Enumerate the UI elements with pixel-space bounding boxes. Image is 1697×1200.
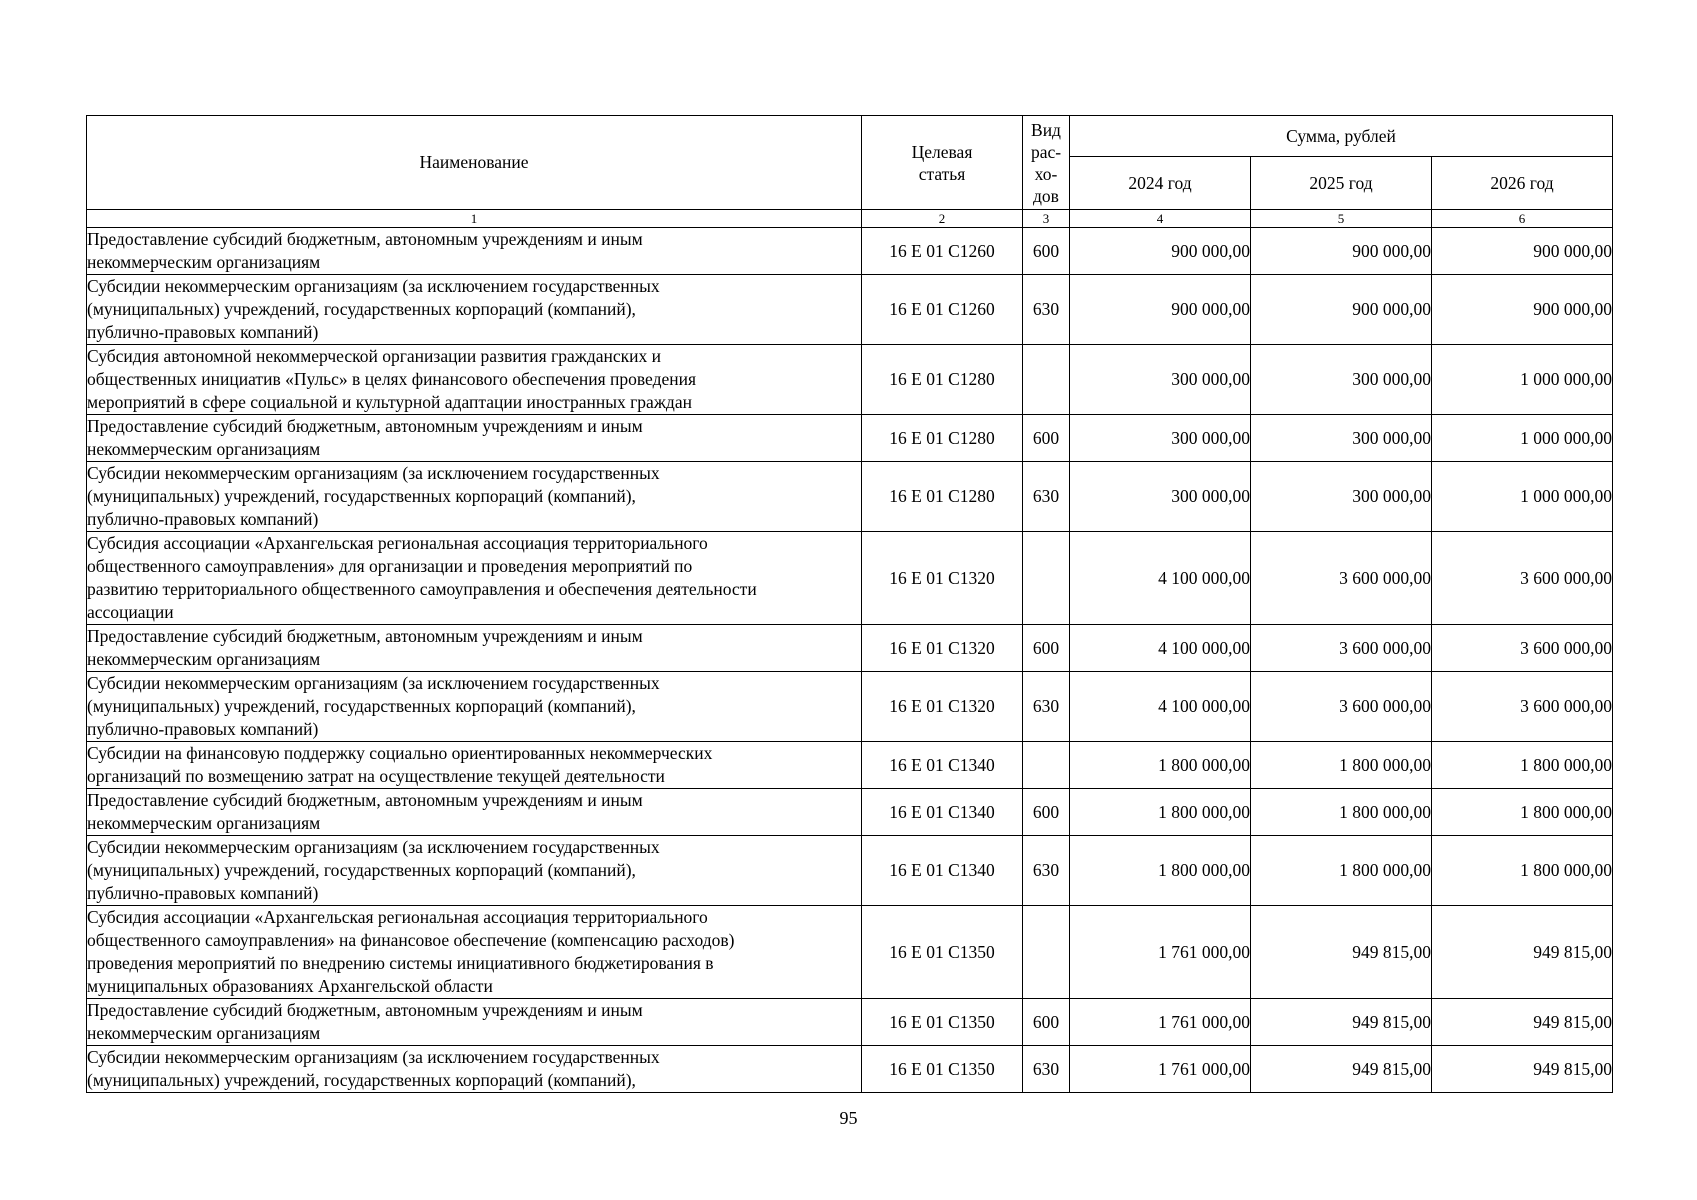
row-name bbox=[87, 228, 862, 275]
row-expense-kind: 630 bbox=[1023, 1046, 1070, 1093]
row-expense-kind: 630 bbox=[1023, 462, 1070, 532]
row-name-line: общественных инициатив «Пульс» в целях финансового обеспечения проведения bbox=[87, 369, 697, 389]
row-target-article: 16 Е 01 С1340 bbox=[862, 742, 1023, 789]
row-target-article: 16 Е 01 С1350 bbox=[862, 906, 1023, 999]
row-amount-2024: 1 761 000,00 bbox=[1070, 1046, 1251, 1093]
column-number-row bbox=[87, 210, 1613, 228]
row-amount-2024: 1 761 000,00 bbox=[1070, 999, 1251, 1046]
table-row bbox=[87, 228, 1613, 275]
row-name bbox=[87, 999, 862, 1046]
row-amount-2025: 3 600 000,00 bbox=[1251, 532, 1432, 625]
table-row bbox=[87, 415, 1613, 462]
row-amount-2026: 900 000,00 bbox=[1432, 228, 1613, 275]
row-name-line: Предоставление субсидий бюджетным, автономным учреждениям и иным bbox=[87, 626, 643, 646]
row-name-line: некоммерческим организациям bbox=[87, 252, 321, 272]
row-amount-2026: 1 000 000,00 bbox=[1432, 415, 1613, 462]
row-name-line: публично-правовых компаний) bbox=[87, 322, 319, 342]
row-amount-2024: 900 000,00 bbox=[1070, 275, 1251, 345]
table-row bbox=[87, 742, 1613, 789]
row-amount-2026: 3 600 000,00 bbox=[1432, 672, 1613, 742]
column-number: 1 bbox=[87, 210, 862, 228]
header-name: Наименование bbox=[87, 116, 862, 210]
header-kind-line-4: дов bbox=[1033, 185, 1059, 206]
row-amount-2025: 1 800 000,00 bbox=[1251, 742, 1432, 789]
row-amount-2026: 1 000 000,00 bbox=[1432, 345, 1613, 415]
row-amount-2024: 1 761 000,00 bbox=[1070, 906, 1251, 999]
row-amount-2024: 4 100 000,00 bbox=[1070, 625, 1251, 672]
column-number: 2 bbox=[862, 210, 1023, 228]
row-amount-2024: 300 000,00 bbox=[1070, 345, 1251, 415]
row-name-line: развитию территориального общественного самоуправления и обеспечения деятельности bbox=[87, 579, 757, 599]
row-amount-2024: 1 800 000,00 bbox=[1070, 836, 1251, 906]
row-target-article: 16 Е 01 С1260 bbox=[862, 275, 1023, 345]
column-number: 3 bbox=[1023, 210, 1070, 228]
row-amount-2024: 4 100 000,00 bbox=[1070, 532, 1251, 625]
row-amount-2026: 1 800 000,00 bbox=[1432, 836, 1613, 906]
table-row bbox=[87, 625, 1613, 672]
row-name-line: (муниципальных) учреждений, государственных корпораций (компаний), bbox=[87, 696, 636, 716]
row-name-line: некоммерческим организациям bbox=[87, 1023, 321, 1043]
row-amount-2026: 900 000,00 bbox=[1432, 275, 1613, 345]
row-amount-2026: 1 000 000,00 bbox=[1432, 462, 1613, 532]
header-expense-kind bbox=[1023, 116, 1070, 210]
row-target-article: 16 Е 01 С1350 bbox=[862, 999, 1023, 1046]
header-year-2025: 2025 год bbox=[1251, 157, 1432, 210]
row-name-line: (муниципальных) учреждений, государственных корпораций (компаний), bbox=[87, 1070, 636, 1090]
row-amount-2024: 1 800 000,00 bbox=[1070, 742, 1251, 789]
column-number: 5 bbox=[1251, 210, 1432, 228]
page-number: 95 bbox=[839, 1108, 858, 1128]
row-name bbox=[87, 789, 862, 836]
row-amount-2024: 1 800 000,00 bbox=[1070, 789, 1251, 836]
row-name-line: Субсидии некоммерческим организациям (за исключением государственных bbox=[87, 837, 660, 857]
row-amount-2026: 3 600 000,00 bbox=[1432, 532, 1613, 625]
row-amount-2024: 4 100 000,00 bbox=[1070, 672, 1251, 742]
row-name-line: Субсидия автономной некоммерческой организации развития гражданских и bbox=[87, 346, 661, 366]
row-expense-kind: 600 bbox=[1023, 625, 1070, 672]
row-name-line: (муниципальных) учреждений, государственных корпораций (компаний), bbox=[87, 860, 636, 880]
row-amount-2026: 3 600 000,00 bbox=[1432, 625, 1613, 672]
row-amount-2025: 3 600 000,00 bbox=[1251, 672, 1432, 742]
row-amount-2025: 949 815,00 bbox=[1251, 999, 1432, 1046]
row-name-line: (муниципальных) учреждений, государственных корпораций (компаний), bbox=[87, 486, 636, 506]
row-amount-2026: 949 815,00 bbox=[1432, 999, 1613, 1046]
row-expense-kind: 600 bbox=[1023, 999, 1070, 1046]
row-target-article: 16 Е 01 С1280 bbox=[862, 462, 1023, 532]
header-year-2026: 2026 год bbox=[1432, 157, 1613, 210]
row-name-line: Субсидии на финансовую поддержку социально ориентированных некоммерческих bbox=[87, 743, 713, 763]
row-name bbox=[87, 625, 862, 672]
row-amount-2025: 300 000,00 bbox=[1251, 415, 1432, 462]
row-amount-2026: 949 815,00 bbox=[1432, 906, 1613, 999]
row-name-line: публично-правовых компаний) bbox=[87, 883, 319, 903]
row-name bbox=[87, 836, 862, 906]
row-amount-2026: 1 800 000,00 bbox=[1432, 789, 1613, 836]
row-target-article: 16 Е 01 С1280 bbox=[862, 345, 1023, 415]
row-name bbox=[87, 345, 862, 415]
row-target-article: 16 Е 01 С1280 bbox=[862, 415, 1023, 462]
row-expense-kind bbox=[1023, 532, 1070, 625]
row-expense-kind bbox=[1023, 906, 1070, 999]
row-name-line: Субсидии некоммерческим организациям (за исключением государственных bbox=[87, 276, 660, 296]
row-name-line: Субсидия ассоциации «Архангельская региональная ассоциация территориального bbox=[87, 907, 708, 927]
row-amount-2024: 300 000,00 bbox=[1070, 462, 1251, 532]
row-amount-2025: 300 000,00 bbox=[1251, 462, 1432, 532]
budget-table bbox=[86, 115, 1613, 1093]
header-target-article-text: Целевая статья bbox=[911, 141, 973, 184]
table-row bbox=[87, 789, 1613, 836]
row-expense-kind: 600 bbox=[1023, 789, 1070, 836]
row-name-line: Предоставление субсидий бюджетным, автономным учреждениям и иным bbox=[87, 790, 643, 810]
row-amount-2025: 949 815,00 bbox=[1251, 1046, 1432, 1093]
row-name-line: Субсидии некоммерческим организациям (за исключением государственных bbox=[87, 1047, 660, 1067]
table-row bbox=[87, 345, 1613, 415]
row-amount-2024: 900 000,00 bbox=[1070, 228, 1251, 275]
table-row bbox=[87, 532, 1613, 625]
row-name-line: Предоставление субсидий бюджетным, автономным учреждениям и иным bbox=[87, 1000, 643, 1020]
row-name-line: Субсидии некоммерческим организациям (за исключением государственных bbox=[87, 463, 660, 483]
row-expense-kind: 600 bbox=[1023, 415, 1070, 462]
header-kind-line-1: Вид bbox=[1031, 119, 1061, 140]
row-name-line: некоммерческим организациям bbox=[87, 649, 321, 669]
row-name-line: общественного самоуправления» для организации и проведения мероприятий по bbox=[87, 556, 693, 576]
row-amount-2025: 949 815,00 bbox=[1251, 906, 1432, 999]
row-expense-kind: 630 bbox=[1023, 836, 1070, 906]
table-row bbox=[87, 462, 1613, 532]
row-amount-2025: 300 000,00 bbox=[1251, 345, 1432, 415]
row-amount-2025: 1 800 000,00 bbox=[1251, 836, 1432, 906]
row-name bbox=[87, 532, 862, 625]
row-amount-2025: 3 600 000,00 bbox=[1251, 625, 1432, 672]
row-name bbox=[87, 906, 862, 999]
row-amount-2025: 1 800 000,00 bbox=[1251, 789, 1432, 836]
row-name-line: публично-правовых компаний) bbox=[87, 509, 319, 529]
row-name-line: публично-правовых компаний) bbox=[87, 719, 319, 739]
row-name bbox=[87, 275, 862, 345]
row-name bbox=[87, 462, 862, 532]
row-name-line: Субсидия ассоциации «Архангельская региональная ассоциация территориального bbox=[87, 533, 708, 553]
table-row bbox=[87, 275, 1613, 345]
row-name-line: некоммерческим организациям bbox=[87, 813, 321, 833]
row-name bbox=[87, 672, 862, 742]
table-row bbox=[87, 999, 1613, 1046]
row-name-line: Предоставление субсидий бюджетным, автономным учреждениям и иным bbox=[87, 229, 643, 249]
row-name-line: мероприятий в сфере социальной и культурной адаптации иностранных граждан bbox=[87, 392, 692, 412]
row-expense-kind: 630 bbox=[1023, 672, 1070, 742]
row-amount-2026: 949 815,00 bbox=[1432, 1046, 1613, 1093]
row-amount-2025: 900 000,00 bbox=[1251, 228, 1432, 275]
row-name-line: проведения мероприятий по внедрению системы инициативного бюджетирования в bbox=[87, 953, 714, 973]
header-target-article bbox=[862, 116, 1023, 210]
row-name bbox=[87, 415, 862, 462]
row-expense-kind: 600 bbox=[1023, 228, 1070, 275]
row-name bbox=[87, 742, 862, 789]
row-name-line: организаций по возмещению затрат на осуществление текущей деятельности bbox=[87, 766, 665, 786]
row-amount-2025: 900 000,00 bbox=[1251, 275, 1432, 345]
row-name bbox=[87, 1046, 862, 1093]
row-target-article: 16 Е 01 С1320 bbox=[862, 625, 1023, 672]
row-target-article: 16 Е 01 С1320 bbox=[862, 672, 1023, 742]
header-sum: Сумма, рублей bbox=[1070, 116, 1613, 157]
row-name-line: (муниципальных) учреждений, государственных корпораций (компаний), bbox=[87, 299, 636, 319]
row-target-article: 16 Е 01 С1340 bbox=[862, 789, 1023, 836]
table-row bbox=[87, 1046, 1613, 1093]
row-amount-2026: 1 800 000,00 bbox=[1432, 742, 1613, 789]
row-target-article: 16 Е 01 С1340 bbox=[862, 836, 1023, 906]
column-number: 6 bbox=[1432, 210, 1613, 228]
row-amount-2024: 300 000,00 bbox=[1070, 415, 1251, 462]
row-name-line: ассоциации bbox=[87, 602, 174, 622]
table-row bbox=[87, 836, 1613, 906]
row-name-line: муниципальных образованиях Архангельской области bbox=[87, 976, 493, 996]
row-name-line: Субсидии некоммерческим организациям (за исключением государственных bbox=[87, 673, 660, 693]
budget-table-body bbox=[87, 228, 1613, 1093]
row-target-article: 16 Е 01 С1350 bbox=[862, 1046, 1023, 1093]
row-target-article: 16 Е 01 С1320 bbox=[862, 532, 1023, 625]
row-name-line: Предоставление субсидий бюджетным, автономным учреждениям и иным bbox=[87, 416, 643, 436]
column-number: 4 bbox=[1070, 210, 1251, 228]
row-name-line: общественного самоуправления» на финансовое обеспечение (компенсацию расходов) bbox=[87, 930, 735, 950]
header-kind-line-3: хо- bbox=[1034, 163, 1058, 184]
header-kind-line-2: рас- bbox=[1030, 141, 1062, 162]
header-year-2024: 2024 год bbox=[1070, 157, 1251, 210]
table-row bbox=[87, 672, 1613, 742]
row-expense-kind: 630 bbox=[1023, 275, 1070, 345]
row-expense-kind bbox=[1023, 742, 1070, 789]
table-row bbox=[87, 906, 1613, 999]
row-expense-kind bbox=[1023, 345, 1070, 415]
row-name-line: некоммерческим организациям bbox=[87, 439, 321, 459]
row-target-article: 16 Е 01 С1260 bbox=[862, 228, 1023, 275]
